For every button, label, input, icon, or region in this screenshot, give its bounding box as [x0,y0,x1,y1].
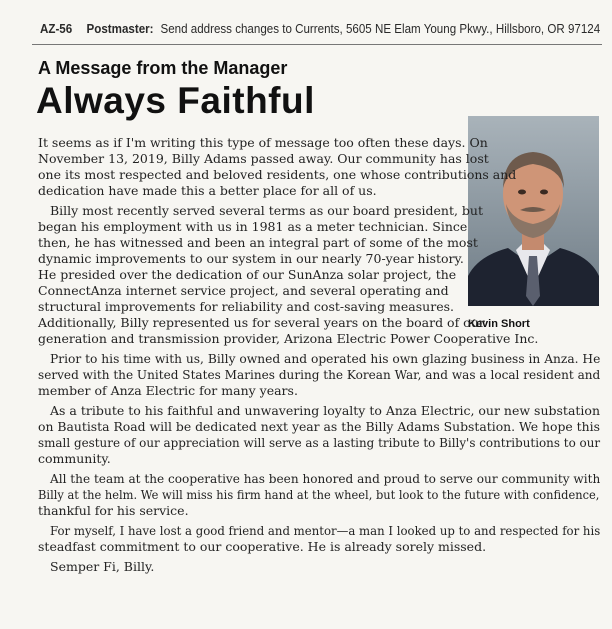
body-line: Additionally, Billy represented us for several years on the board of our [38,315,485,330]
body-line: began his employment with us in 1981 as a meter technician. Since [38,219,468,234]
body-line: one its most respected and beloved residents, one whose contributions and [38,167,517,182]
body-line: All the team at the cooperative has been honored and proud to serve our community with [50,471,601,486]
body-line: Billy most recently served several terms as our board president, but [50,203,483,218]
page-header [40,22,601,36]
body-line: small gesture of our appreciation will serve as a lasting tribute to Billy's contributions to our [38,435,601,450]
page-number: AZ-56 [40,22,73,36]
body-line: member of Anza Electric for many years. [38,383,298,398]
body-line: It seems as if I'm writing this type of message too often these days. On [38,135,488,150]
body-line: He presided over the dedication of our SunAnza solar project, the [38,267,457,282]
body-line: generation and transmission provider, Arizona Electric Power Cooperative Inc. [38,331,539,346]
body-line: structural improvements for reliability and cost-saving measures. [38,299,454,314]
body-line: then, he has witnessed and been an integral part of some of the most [38,235,478,250]
body-line: thankful for his service. [38,503,189,518]
body-line: As a tribute to his faithful and unwavering loyalty to Anza Electric, our new substation [50,403,600,418]
body-line: steadfast commitment to our cooperative. He is already sorely missed. [38,539,487,554]
article-kicker: A Message from the Manager [38,58,288,78]
photo-caption: Kevin Short [468,318,530,330]
body-line: Billy at the helm. We will miss his firm hand at the wheel, but look to the future with confidence, [38,487,600,502]
article-title: Always Faithful [36,80,315,121]
body-line: ConnectAnza internet service project, and several operating and [38,283,449,298]
body-line: on Bautista Road will be dedicated next year as the Billy Adams Substation. We hope this [38,419,600,434]
body-line: Semper Fi, Billy. [50,559,155,574]
body-line: November 13, 2019, Billy Adams passed away. Our community has lost [38,151,489,166]
body-line: Prior to his time with us, Billy owned and operated his own glazing business in Anza. He [50,351,601,366]
body-line: dynamic improvements to our system in our nearly 70-year history. [38,251,464,266]
body-line: community. [38,451,111,466]
postmaster-text: Send address changes to Currents, 5605 NE Elam Young Pkwy., Hillsboro, OR 97124 [160,22,601,36]
body-line: For myself, I have lost a good friend and mentor—a man I looked up to and respected for his [50,523,601,538]
postmaster-label: Postmaster: [86,22,154,36]
body-line: dedication have made this a better place for all of us. [38,183,377,198]
header-divider [32,44,602,45]
body-line: served with the United States Marines during the Korean War, and was a local resident and [38,367,601,382]
